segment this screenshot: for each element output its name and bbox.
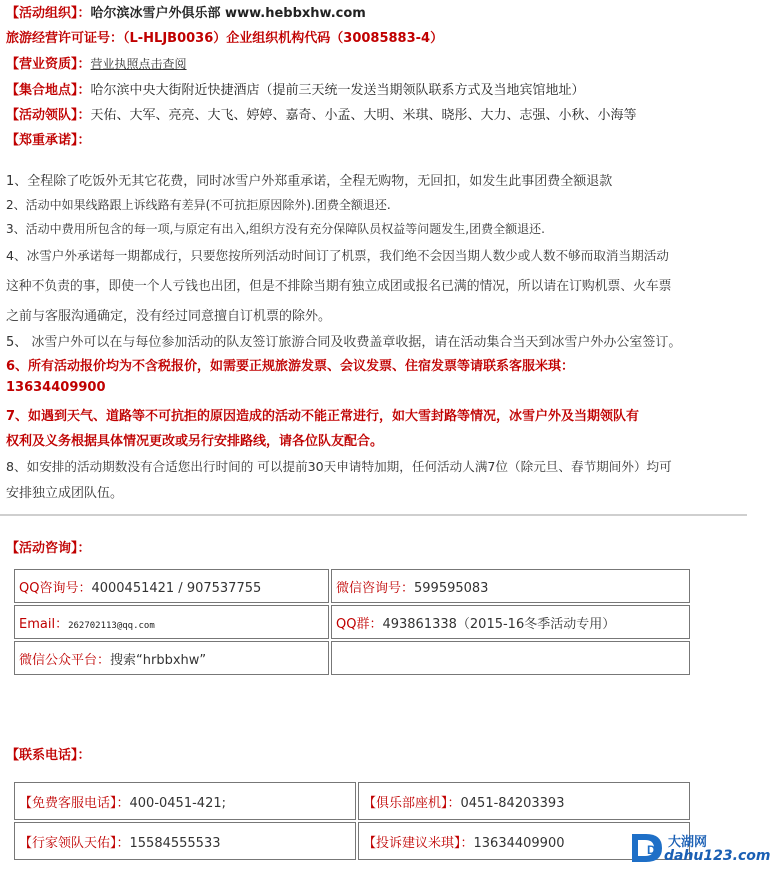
meeting-value: 哈尔滨中央大街附近快捷酒店（提前三天统一发送当期领队联系方式及当地宾馆地址） [90,83,585,98]
email-cell [14,605,329,639]
public-value: 搜索“hrbbxhw” [110,652,207,668]
free-cell [14,782,356,820]
promise-6a: 6、所有活动报价均为不含税报价，如需要正规旅游发票、会议发票、住宿发票等请联系客服米琪： [6,359,575,374]
qualification-label: 【营业资质】 [6,57,78,72]
contact-table [12,780,692,862]
promise-5: 5、 冰雪户外可以在与每位参加活动的队友签订旅游合同及收费盖章收据，请在活动集合当天到冰雪户外办公室签订。 [6,335,682,350]
promise-7a: 7、如遇到天气、道路等不可抗拒的原因造成的活动不能正常进行，如大雪封路等情况，冰雪户外及当期领队有 [6,409,640,424]
org-value: 哈尔滨冰雪户外俱乐部 www.hebbxhw.com [90,6,366,21]
divider [0,514,747,516]
org-line [6,2,366,21]
org-sep: ： [77,6,91,21]
free-value: 400-0451-421; [129,795,226,811]
promise-4b: 这种不负责的事，即使一个人亏钱也出团，但是不排除当期有独立成团或报名已满的情况，所以请在订购机票、火车票 [6,279,672,294]
qqgroup-cell [331,605,690,639]
promise-3: 3、活动中费用所包含的每一项,与原定有出入,组织方没有充分保障队员权益等问题发生,团费全额退还. [6,222,545,236]
free-label: 【免费客服电话】： [19,795,130,811]
meeting-sep: ： [77,83,91,98]
wechat-label: 微信咨询号： [336,580,415,596]
watermark-url: dahu123.com [664,848,770,864]
wechat-cell [331,569,690,603]
leaders-line [6,104,637,123]
promise-1: 1、全程除了吃饭外无其它花费，同时冰雪户外郑重承诺，全程无购物，无回扣，如发生此事团费全额退款 [6,174,613,189]
club-label: 【俱乐部座机】： [363,795,461,811]
watermark-cn: 大湖网 [668,835,708,850]
qq-label: QQ咨询号： [19,580,92,596]
email-value[interactable]: 262702113@qq.com [68,620,155,631]
leaders-label: 【活动领队】 [6,108,78,123]
complaint-label: 【投诉建议米琪】： [363,835,474,851]
qualification-line [6,53,187,72]
promise-6b: 13634409900 [6,380,106,395]
meeting-line [6,79,585,98]
consult-table [12,567,692,677]
promise-4c: 之前与客服沟通确定，没有经过同意擅自订机票的除外。 [6,309,332,324]
leader-value: 15584555533 [129,835,221,851]
leaders-sep: ： [77,108,91,123]
club-cell [358,782,690,820]
wechat-value: 599595083 [414,580,489,596]
license-link[interactable]: 营业执照点击查阅 [90,57,187,71]
promise-label: 【郑重承诺】 [6,133,78,148]
promise-4a: 4、冰雪户外承诺每一期都成行，只要您按所列活动时间订了机票，我们绝不会因当期人数少或人数不够而取消当期活动 [6,248,669,263]
email-label: Email： [19,616,69,632]
qq-cell [14,569,329,603]
promise-sep: ： [77,133,91,148]
leader-cell [14,822,356,860]
promise-8a: 8、如安排的活动期数没有合适您出行时间的 可以提前30天申请特加期，任何活动人满7位（除元旦、春节期间外）均可 [6,459,672,474]
contact-title: 【联系电话】： [6,748,91,763]
watermark-letter: D [647,843,656,857]
license-text: 旅游经营许可证号：（L-HLJB0036）企业组织机构代码（30085883-4） [6,31,444,46]
complaint-value: 13634409900 [473,835,565,851]
leader-label: 【行家领队天佑】： [19,835,130,851]
promise-2: 2、活动中如果线路跟上诉线路有差异(不可抗拒原因除外).团费全额退还. [6,198,391,212]
club-value: 0451-84203393 [460,795,565,811]
leaders-value: 天佑、大军、亮亮、大飞、婷婷、嘉奇、小孟、大明、米琪、晓彤、大力、志强、小秋、小海等 [90,108,637,123]
qqgroup-value: 493861338（2015-16冬季活动专用） [382,616,616,632]
qualification-sep: ： [77,57,91,72]
qqgroup-label: QQ群： [336,616,383,632]
qq-value: 4000451421 / 907537755 [91,580,262,596]
watermark-logo [628,830,770,866]
public-cell [14,641,329,675]
license-line [6,27,443,46]
meeting-label: 【集合地点】 [6,83,78,98]
public-label: 微信公众平台： [19,652,111,668]
empty-cell [331,641,690,675]
consult-title: 【活动咨询】： [6,541,91,556]
org-label: 【活动组织】 [6,6,78,21]
promise-7b: 权利及义务根据具体情况更改或另行安排路线，请各位队友配合。 [6,434,384,449]
promise-heading [6,129,91,148]
promise-8b: 安排独立成团队伍。 [6,486,124,501]
